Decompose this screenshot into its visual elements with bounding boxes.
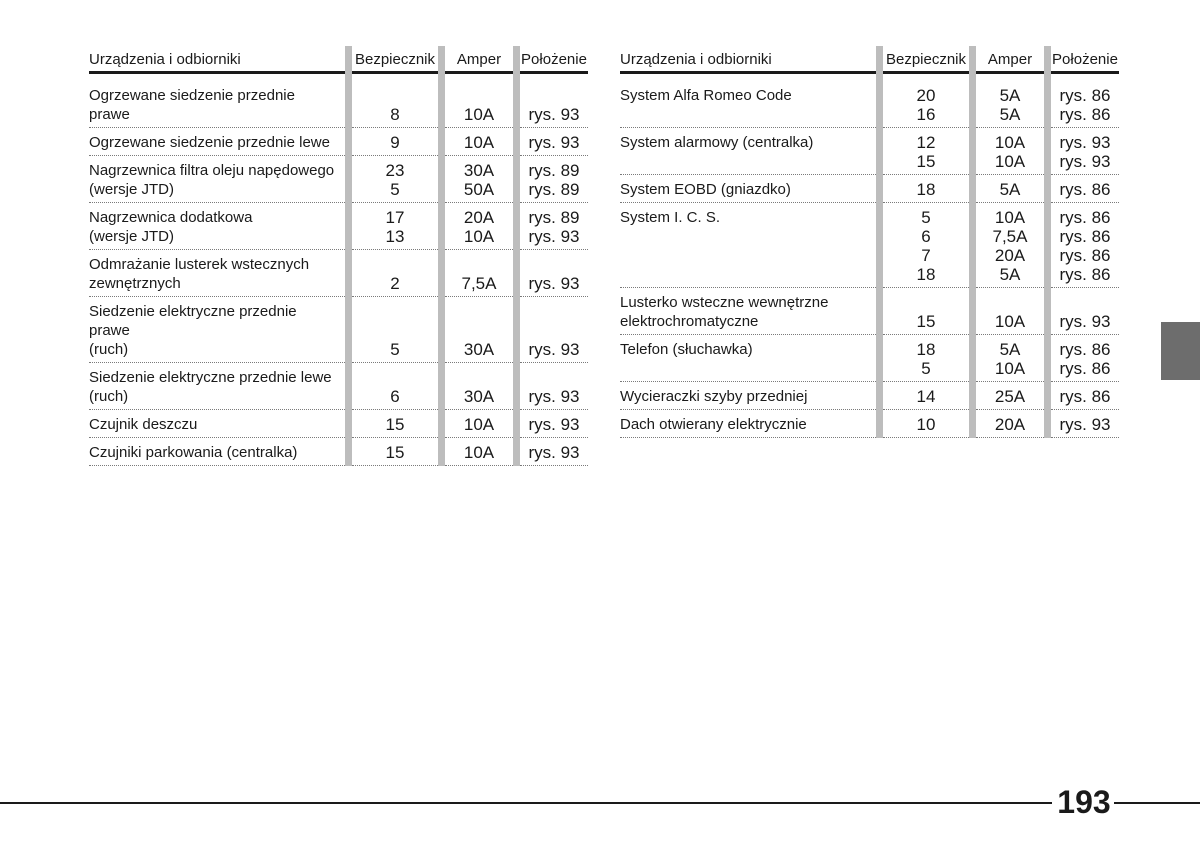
table-row: [89, 410, 588, 438]
fuse-number-cell: [349, 438, 442, 466]
table-row: [620, 73, 1119, 128]
device-name-line: (wersje JTD): [89, 181, 174, 198]
table-row: [89, 250, 588, 297]
figure-reference-cell: [517, 438, 589, 466]
table-row: [89, 203, 588, 250]
device-name-line: Telefon (słuchawka): [620, 341, 753, 358]
device-name-line: Siedzenie elektryczne przednie lewe: [89, 369, 332, 386]
fuse-number-cell: [880, 175, 973, 203]
amperage-cell: [973, 128, 1048, 175]
fuse-number-line: 5: [921, 359, 931, 378]
fuse-number-line: 15: [916, 152, 936, 171]
amperage-line: 20A: [463, 208, 495, 227]
fuse-table-right: [620, 46, 1119, 438]
amperage-cell: [973, 410, 1048, 438]
fuse-number-line: 6: [390, 387, 400, 406]
figure-reference-line: rys. 93: [528, 133, 580, 152]
fuse-number-line: 18: [916, 265, 936, 284]
amperage-line: 10A: [994, 152, 1026, 171]
figure-reference-cell: [1048, 203, 1120, 288]
figure-reference-cell: [517, 203, 589, 250]
device-name-cell: [620, 175, 880, 203]
figure-reference-cell: [1048, 410, 1120, 438]
amperage-line: 5A: [999, 265, 1021, 284]
fuse-number-line: 17: [385, 208, 405, 227]
fuse-number-line: 20: [916, 86, 936, 105]
figure-reference-line: rys. 86: [1059, 387, 1111, 406]
device-name-line: Siedzenie elektryczne przednie prawe: [89, 303, 297, 339]
table-row: [89, 156, 588, 203]
device-name-line: Nagrzewnica dodatkowa: [89, 209, 253, 226]
amperage-line: 10A: [463, 415, 495, 434]
device-name-cell: [89, 156, 349, 203]
device-name-cell: [620, 382, 880, 410]
fuse-number-line: 15: [385, 415, 405, 434]
fuse-number-cell: [349, 73, 442, 128]
figure-reference-line: rys. 93: [1059, 415, 1111, 434]
figure-reference-cell: [1048, 128, 1120, 175]
figure-reference-cell: [517, 410, 589, 438]
amperage-line: 10A: [463, 443, 495, 462]
figure-reference-cell: [517, 73, 589, 128]
device-name-line: System I. C. S.: [620, 209, 721, 226]
figure-reference-cell: [1048, 73, 1120, 128]
amperage-line: 10A: [463, 105, 495, 124]
fuse-number-cell: [880, 335, 973, 382]
figure-reference-line: rys. 89: [528, 208, 580, 227]
figure-reference-line: rys. 93: [1059, 152, 1111, 171]
device-name-line: zewnętrznych: [89, 275, 181, 292]
table-body: [620, 73, 1119, 438]
figure-reference-line: rys. 93: [528, 387, 580, 406]
figure-reference-line: rys. 93: [528, 340, 580, 359]
amperage-line: 30A: [463, 387, 495, 406]
amperage-line: 25A: [994, 387, 1026, 406]
device-name-cell: [620, 288, 880, 335]
device-name-cell: [89, 73, 349, 128]
footer-rule-right: [1114, 802, 1200, 804]
amperage-line: 10A: [463, 133, 495, 152]
table-row: [89, 438, 588, 466]
device-name-line: (ruch): [89, 341, 129, 358]
fuse-number-line: 16: [916, 105, 936, 124]
amperage-cell: [442, 128, 517, 156]
figure-reference-line: rys. 86: [1059, 208, 1111, 227]
fuse-number-cell: [880, 203, 973, 288]
device-name-cell: [620, 128, 880, 175]
table-row: [89, 363, 588, 410]
page-number: 193: [1057, 784, 1111, 820]
figure-reference-cell: [517, 363, 589, 410]
fuse-number-cell: [349, 156, 442, 203]
fuse-number-cell: [880, 128, 973, 175]
fuse-number-line: 12: [916, 133, 936, 152]
table-row: [620, 410, 1119, 438]
table-body: [89, 73, 588, 466]
device-name-line: Nagrzewnica filtra oleju napędowego: [89, 162, 335, 179]
amperage-cell: [442, 250, 517, 297]
fuse-number-cell: [349, 410, 442, 438]
figure-reference-cell: [1048, 288, 1120, 335]
amperage-cell: [442, 73, 517, 128]
amperage-line: 20A: [994, 415, 1026, 434]
fuse-number-line: 5: [390, 180, 400, 199]
device-name-cell: [620, 410, 880, 438]
header-position: Położenie: [517, 46, 589, 73]
fuse-number-cell: [349, 203, 442, 250]
amperage-line: 5A: [999, 86, 1021, 105]
header-position: Położenie: [1048, 46, 1120, 73]
amperage-line: 5A: [999, 340, 1021, 359]
fuse-number-cell: [349, 250, 442, 297]
device-name-cell: [89, 297, 349, 363]
fuse-number-line: 9: [390, 133, 400, 152]
figure-reference-line: rys. 93: [1059, 312, 1111, 331]
figure-reference-cell: [1048, 382, 1120, 410]
device-name-line: System Alfa Romeo Code: [620, 87, 792, 104]
device-name-line: Lusterko wsteczne wewnętrzne: [620, 294, 829, 311]
amperage-line: 10A: [994, 133, 1026, 152]
device-name-cell: [89, 250, 349, 297]
figure-reference-line: rys. 86: [1059, 359, 1111, 378]
amperage-cell: [973, 288, 1048, 335]
amperage-line: 10A: [463, 227, 495, 246]
fuse-number-line: 15: [916, 312, 936, 331]
figure-reference-cell: [517, 297, 589, 363]
table-row: [620, 288, 1119, 335]
header-amp: Amper: [442, 46, 517, 73]
amperage-line: 5A: [999, 180, 1021, 199]
figure-reference-line: rys. 89: [528, 180, 580, 199]
amperage-line: 5A: [999, 105, 1021, 124]
amperage-line: 30A: [463, 161, 495, 180]
section-tab-marker: [1161, 322, 1200, 380]
amperage-cell: [442, 438, 517, 466]
figure-reference-line: rys. 86: [1059, 86, 1111, 105]
device-name-cell: [89, 438, 349, 466]
fuse-number-line: 14: [916, 387, 936, 406]
fuse-number-cell: [880, 382, 973, 410]
amperage-cell: [442, 156, 517, 203]
amperage-cell: [973, 73, 1048, 128]
fuse-number-line: 15: [385, 443, 405, 462]
fuse-number-cell: [349, 363, 442, 410]
footer-rule-left: [0, 802, 1052, 804]
header-device: Urządzenia i odbiorniki: [620, 46, 880, 73]
figure-reference-line: rys. 86: [1059, 227, 1111, 246]
figure-reference-cell: [1048, 335, 1120, 382]
fuse-number-line: 8: [390, 105, 400, 124]
figure-reference-line: rys. 86: [1059, 265, 1111, 284]
device-name-cell: [89, 128, 349, 156]
amperage-line: 10A: [994, 208, 1026, 227]
figure-reference-cell: [517, 156, 589, 203]
figure-reference-line: rys. 93: [528, 443, 580, 462]
figure-reference-line: rys. 86: [1059, 246, 1111, 265]
fuse-number-line: 18: [916, 340, 936, 359]
amperage-cell: [442, 203, 517, 250]
table-header-row: [620, 46, 1119, 73]
fuse-number-cell: [880, 288, 973, 335]
device-name-line: (wersje JTD): [89, 228, 174, 245]
fuse-number-line: 5: [921, 208, 931, 227]
figure-reference-line: rys. 89: [528, 161, 580, 180]
device-name-cell: [89, 363, 349, 410]
device-name-cell: [620, 73, 880, 128]
figure-reference-line: rys. 93: [528, 227, 580, 246]
device-name-cell: [89, 410, 349, 438]
fuse-number-cell: [349, 128, 442, 156]
device-name-line: Wycieraczki szyby przedniej: [620, 388, 808, 405]
fuse-number-line: 10: [916, 415, 936, 434]
figure-reference-line: rys. 93: [528, 105, 580, 124]
figure-reference-cell: [1048, 175, 1120, 203]
device-name-line: Odmrażanie lusterek wstecznych: [89, 256, 310, 273]
fuse-number-line: 5: [390, 340, 400, 359]
amperage-line: 20A: [994, 246, 1026, 265]
amperage-cell: [442, 410, 517, 438]
fuse-number-cell: [880, 73, 973, 128]
device-name-line: (ruch): [89, 388, 129, 405]
device-name-cell: [620, 203, 880, 288]
device-name-line: Czujniki parkowania (centralka): [89, 444, 298, 461]
fuse-number-cell: [349, 297, 442, 363]
fuse-number-line: 2: [390, 274, 400, 293]
table-row: [89, 73, 588, 128]
amperage-cell: [973, 335, 1048, 382]
device-name-line: elektrochromatyczne: [620, 313, 759, 330]
table-row: [620, 382, 1119, 410]
table-row: [620, 128, 1119, 175]
fuse-number-line: 7: [921, 246, 931, 265]
header-device: Urządzenia i odbiorniki: [89, 46, 349, 73]
device-name-line: System alarmowy (centralka): [620, 134, 814, 151]
device-name-line: Dach otwierany elektrycznie: [620, 416, 807, 433]
device-name-line: Ogrzewane siedzenie przednie lewe: [89, 134, 330, 151]
amperage-cell: [973, 382, 1048, 410]
amperage-cell: [442, 297, 517, 363]
table-row: [620, 175, 1119, 203]
header-amp: Amper: [973, 46, 1048, 73]
fuse-number-line: 6: [921, 227, 931, 246]
device-name-cell: [620, 335, 880, 382]
amperage-cell: [973, 175, 1048, 203]
amperage-line: 10A: [994, 312, 1026, 331]
table-row: [620, 203, 1119, 288]
fuse-number-line: 18: [916, 180, 936, 199]
figure-reference-line: rys. 86: [1059, 105, 1111, 124]
table-row: [620, 335, 1119, 382]
table-header-row: [89, 46, 588, 73]
amperage-line: 30A: [463, 340, 495, 359]
figure-reference-line: rys. 93: [528, 274, 580, 293]
header-fuse: Bezpiecznik: [349, 46, 442, 73]
table-row: [89, 128, 588, 156]
device-name-line: System EOBD (gniazdko): [620, 181, 791, 198]
amperage-line: 7,5A: [992, 227, 1028, 246]
amperage-cell: [973, 203, 1048, 288]
fuse-number-line: 23: [385, 161, 405, 180]
figure-reference-line: rys. 86: [1059, 340, 1111, 359]
fuse-number-line: 13: [385, 227, 405, 246]
amperage-line: 50A: [463, 180, 495, 199]
device-name-line: Ogrzewane siedzenie przednie prawe: [89, 87, 295, 123]
figure-reference-line: rys. 93: [528, 415, 580, 434]
figure-reference-cell: [517, 250, 589, 297]
header-fuse: Bezpiecznik: [880, 46, 973, 73]
amperage-line: 10A: [994, 359, 1026, 378]
device-name-cell: [89, 203, 349, 250]
device-name-line: Czujnik deszczu: [89, 416, 198, 433]
amperage-cell: [442, 363, 517, 410]
figure-reference-line: rys. 86: [1059, 180, 1111, 199]
fuse-table-left: [89, 46, 588, 466]
amperage-line: 7,5A: [461, 274, 497, 293]
figure-reference-cell: [517, 128, 589, 156]
figure-reference-line: rys. 93: [1059, 133, 1111, 152]
table-row: [89, 297, 588, 363]
fuse-number-cell: [880, 410, 973, 438]
